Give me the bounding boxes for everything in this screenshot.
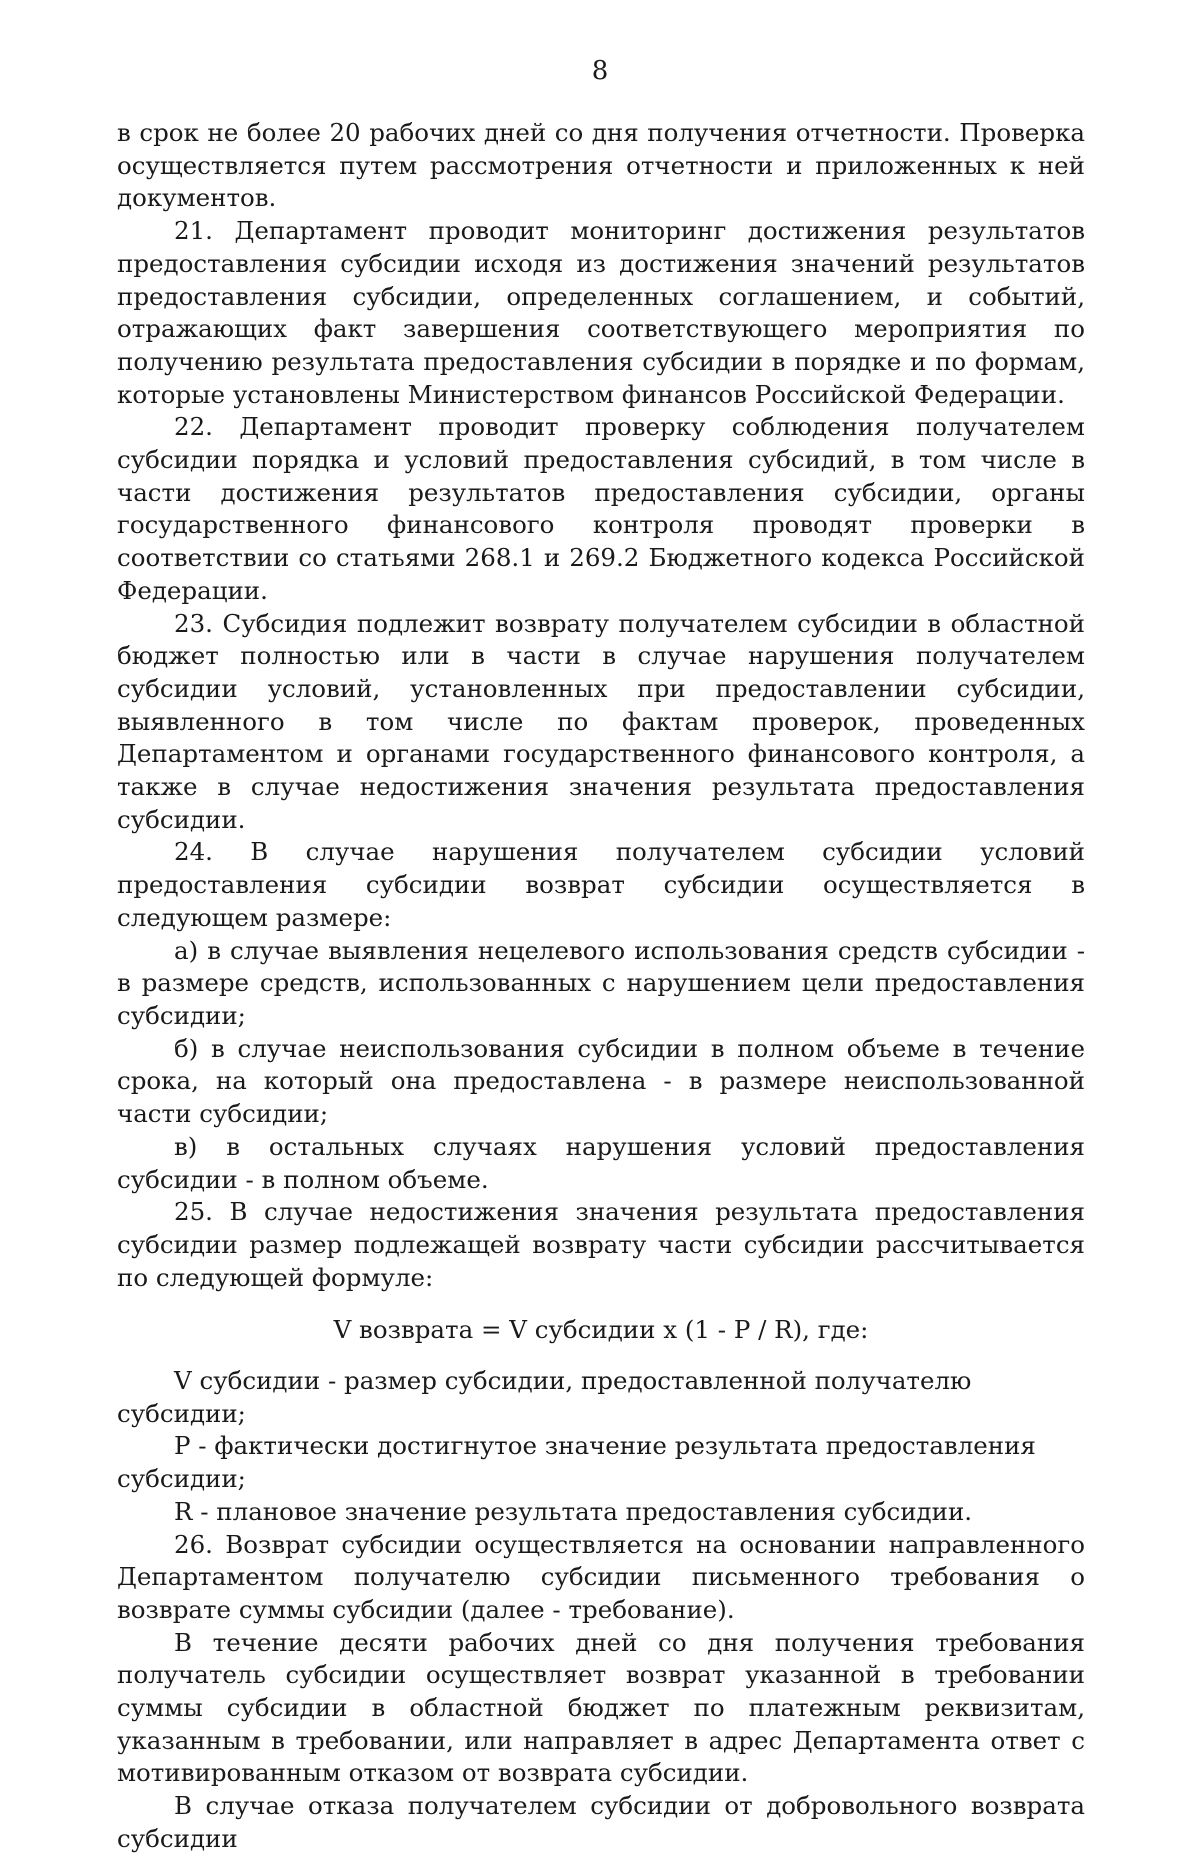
paragraph-25: 25. В случае недостижения значения результата предоставления субсидии размер подлежащей возврату части субсидии рассчитывается по следующей формуле: [117, 1197, 1085, 1292]
paragraph-26-refund-term: В течение десяти рабочих дней со дня получения требования получатель субсидии осуществляет возврат указанной в требовании суммы субсидии в областной бюджет по платежным реквизитам, указанным в требовании, или направляет в адрес Департамента ответ с мотивированным отказом от возврата субсидии. [117, 1627, 1085, 1788]
paragraph-24-b: б) в случае неиспользования субсидии в полном объеме в течение срока, на который она предоставлена - в размере неиспользованной части субсидии; [117, 1033, 1085, 1129]
paragraph-21: 21. Департамент проводит мониторинг достижения результатов предоставления субсидии исходя из достижения значений результатов предоставления субсидии, определенных соглашением, и событий, отражающих факт завершения соответствующего мероприятия по получению результата предоставления субсидии в порядке и по формам, которые установлены Министерством финансов Российской Федерации. [117, 216, 1085, 409]
paragraph-24-a: а) в случае выявления нецелевого использования средств субсидии - в размере средств, использованных с нарушением цели предоставления субсидии; [117, 935, 1085, 1030]
paragraph-23: 23. Субсидия подлежит возврату получателем субсидии в областной бюджет полностью или в части в случае нарушения получателем субсидии условий, установленных при предоставлении субсидии, выявленного в том числе по фактам проверок, проведенных Департаментом и органами государственного финансового контроля, а также в случае недостижения значения результата предоставления субсидии. [117, 608, 1085, 834]
definition-v: V субсидии - размер субсидии, предоставленной получателю субсидии; [117, 1366, 972, 1428]
paragraph-continuation: в срок не более 20 рабочих дней со дня получения отчетности. Проверка осуществляется путем рассмотрения отчетности и приложенных к ней документов. [117, 118, 1085, 213]
definition-r: R - плановое значение результата предоставления субсидии. [174, 1496, 973, 1526]
document-body [117, 117, 1085, 1856]
paragraph-24: 24. В случае нарушения получателем субсидии условий предоставления субсидии возврат субсидии осуществляется в следующем размере: [117, 837, 1085, 932]
definition-p: P - фактически достигнутое значение результата предоставления субсидии; [117, 1431, 1036, 1494]
paragraph-22: 22. Департамент проводит проверку соблюдения получателем субсидии порядка и условий предоставления субсидий, в том числе в части достижения результатов предоставления субсидии, органы государственного финансового контроля проводят проверки в соответствии со статьями 268.1 и 269.2 Бюджетного кодекса Российской Федерации. [117, 412, 1085, 605]
paragraph-26: 26. Возврат субсидии осуществляется на основании направленного Департаментом получателю субсидии письменного требования о возврате суммы субсидии (далее - требование). [117, 1529, 1085, 1624]
paragraph-26-refusal: В случае отказа получателем субсидии от добровольного возврата субсидии [117, 1791, 1085, 1853]
page-number: 8 [591, 56, 609, 86]
refund-formula: V возврата = V субсидии x (1 - P / R), где: [333, 1315, 869, 1345]
paragraph-24-c: в) в остальных случаях нарушения условий предоставления субсидии - в полном объеме. [117, 1131, 1085, 1194]
